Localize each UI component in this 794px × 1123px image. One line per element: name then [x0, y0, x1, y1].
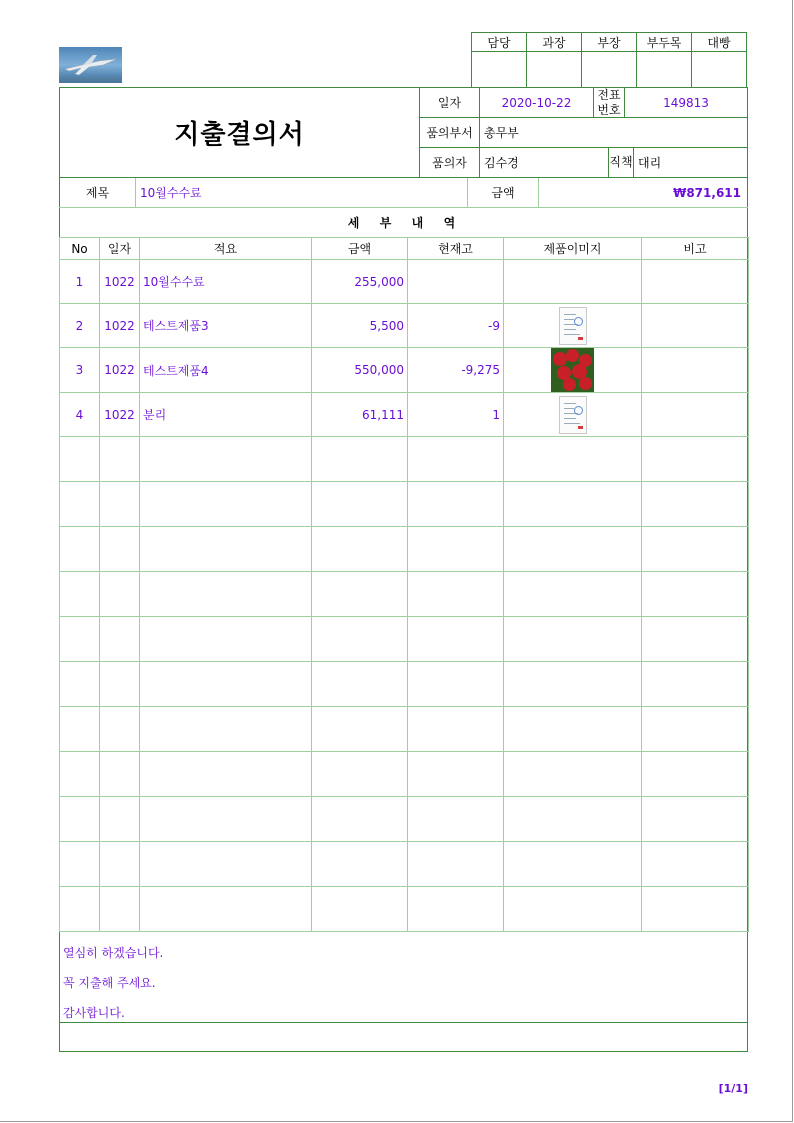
- grid-line: [633, 148, 634, 177]
- grid-line: [419, 117, 747, 118]
- row-description: 분리: [140, 393, 312, 437]
- detail-heading: 세 부 내 역: [347, 216, 460, 230]
- row-no: 1: [60, 260, 100, 304]
- row-description: 테스트제품4: [140, 348, 312, 393]
- column-header-no: No: [60, 238, 100, 260]
- row-image: [504, 348, 642, 393]
- memo-line: 감사합니다.: [63, 1006, 125, 1020]
- empty-row[interactable]: [60, 572, 749, 617]
- empty-row[interactable]: [60, 797, 749, 842]
- memo-line: 꼭 지출해 주세요.: [63, 976, 156, 990]
- table-row[interactable]: [60, 304, 749, 348]
- empty-row[interactable]: [60, 527, 749, 572]
- department-label: 품의부서: [426, 126, 473, 140]
- row-date: 1022: [100, 393, 140, 437]
- column-header-date: 일자: [100, 238, 140, 260]
- approval-header-manager: 과장: [527, 33, 582, 52]
- department-value[interactable]: 총무부: [484, 126, 519, 140]
- empty-row[interactable]: [60, 437, 749, 482]
- subject-value[interactable]: 10월수수료: [140, 186, 202, 200]
- row-date: 1022: [100, 348, 140, 393]
- row-no: 4: [60, 393, 100, 437]
- row-amount: 61,111: [312, 393, 408, 437]
- row-date: 1022: [100, 260, 140, 304]
- row-amount: 255,000: [312, 260, 408, 304]
- grid-line: [59, 1022, 748, 1023]
- approval-header-boss: 대빵: [692, 33, 747, 52]
- row-no: 3: [60, 348, 100, 393]
- voucher-label: 전표번호: [597, 88, 621, 117]
- company-logo: [59, 47, 122, 83]
- approval-stamp-table: [471, 32, 747, 88]
- document-title: 지출결의서: [174, 120, 305, 150]
- grid-line: [135, 178, 136, 207]
- table-row[interactable]: [60, 393, 749, 437]
- row-stock: -9: [408, 304, 504, 348]
- page-indicator: [1/1]: [718, 1082, 748, 1095]
- grid-line: [479, 88, 480, 177]
- grid-line: [593, 88, 594, 117]
- approval-sign-box[interactable]: [527, 52, 582, 88]
- row-date: 1022: [100, 304, 140, 348]
- row-image: [504, 260, 642, 304]
- requester-value[interactable]: 김수경: [484, 156, 519, 170]
- position-value[interactable]: 대리: [638, 156, 662, 170]
- row-note: [642, 260, 749, 304]
- approval-sign-box[interactable]: [582, 52, 637, 88]
- position-label: 직책: [609, 155, 633, 169]
- grid-line: [608, 148, 609, 177]
- approval-sign-box[interactable]: [637, 52, 692, 88]
- document-thumbnail-icon: [559, 396, 587, 434]
- approval-sign-box[interactable]: [472, 52, 527, 88]
- row-description: 10월수수료: [140, 260, 312, 304]
- row-no: 2: [60, 304, 100, 348]
- column-header-amount: 금액: [312, 238, 408, 260]
- date-label: 일자: [437, 96, 462, 110]
- document-thumbnail-icon: [559, 307, 587, 345]
- row-stock: -9,275: [408, 348, 504, 393]
- row-note: [642, 348, 749, 393]
- approval-sign-box[interactable]: [692, 52, 747, 88]
- date-value[interactable]: 2020-10-22: [501, 95, 572, 110]
- row-image: [504, 393, 642, 437]
- grid-line: [624, 88, 625, 117]
- empty-row[interactable]: [60, 752, 749, 797]
- empty-row[interactable]: [60, 842, 749, 887]
- approval-header-director: 부장: [582, 33, 637, 52]
- requester-label: 품의자: [432, 156, 467, 170]
- column-header-note: 비고: [642, 238, 749, 260]
- jet-icon: [59, 47, 122, 83]
- empty-row[interactable]: [60, 482, 749, 527]
- row-stock: [408, 260, 504, 304]
- subject-label: 제목: [85, 186, 110, 200]
- total-amount[interactable]: ₩871,611: [673, 185, 741, 200]
- empty-row[interactable]: [60, 707, 749, 752]
- column-header-image: 제품이미지: [504, 238, 642, 260]
- row-description: 테스트제품3: [140, 304, 312, 348]
- row-amount: 550,000: [312, 348, 408, 393]
- empty-row[interactable]: [60, 617, 749, 662]
- amount-label: 금액: [491, 186, 515, 200]
- approval-header-staff: 담당: [472, 33, 527, 52]
- column-header-stock: 현재고: [408, 238, 504, 260]
- items-table: [59, 237, 749, 932]
- empty-row[interactable]: [60, 887, 749, 932]
- row-note: [642, 393, 749, 437]
- approval-header-deputy-chief: 부두목: [637, 33, 692, 52]
- row-image: [504, 304, 642, 348]
- row-note: [642, 304, 749, 348]
- grid-line: [419, 147, 747, 148]
- row-amount: 5,500: [312, 304, 408, 348]
- empty-row[interactable]: [60, 662, 749, 707]
- voucher-number[interactable]: 149813: [663, 95, 709, 110]
- grid-line: [538, 178, 539, 207]
- strawberry-photo-icon: [551, 348, 594, 392]
- row-stock: 1: [408, 393, 504, 437]
- column-header-description: 적요: [140, 238, 312, 260]
- table-row[interactable]: [60, 260, 749, 304]
- table-row[interactable]: [60, 348, 749, 393]
- memo-line: 열심히 하겠습니다.: [63, 946, 164, 960]
- grid-line: [467, 178, 468, 207]
